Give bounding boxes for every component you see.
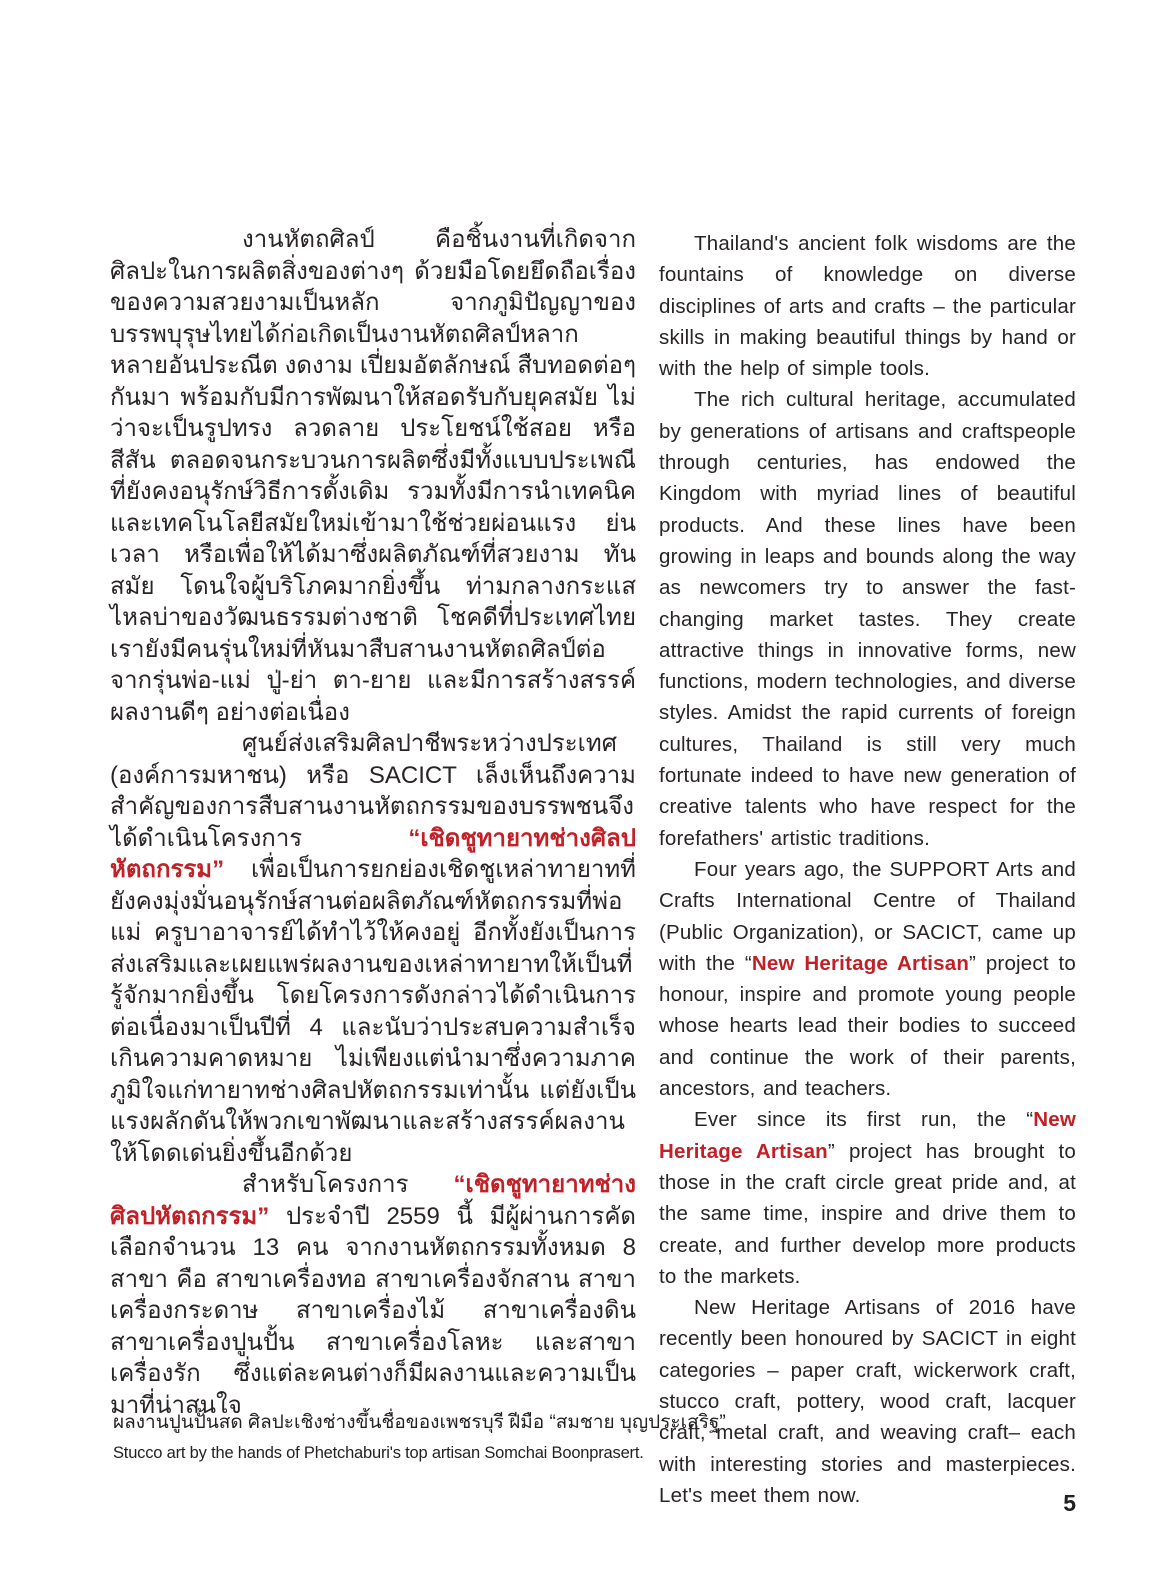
text-run: Four years ago, the SUPPORT Arts and Crafts International Centre of Thailand (Public Organization), or SACICT, came up with the “ bbox=[659, 857, 1076, 975]
text-run: เพื่อเป็นการยกย่องเชิดชูเหล่าทายาทที่ยังคงมุ่งมั่นอนุรักษ์สานต่อผลิตภัณฑ์หัตถกรรมที่พ่อแม่ ครูบาอาจารย์ได้ทำไว้ให้คงอยู่ อีกทั้งยังเป็นการส่งเสริมและเผยแพร่ผลงานของเหล่าทายาทให้เป็นที่รู้จักมากยิ่งขึ้น โดยโครงการดังกล่าวได้ดำเนินการต่อเนื่องมาเป็นปีที่ 4 และนับว่าประสบความสำเร็จเกินความคาดหมาย ไม่เพียงแต่นำมาซึ่งความภาคภูมิใจแก่ทายาทช่างศิลปหัตถกรรมเท่านั้น แต่ยังเป็นแรงผลักดันให้พวกเขาพัฒนาและสร้างสรรค์ผลงานให้โดดเด่นยิ่งขึ้นอีกด้วย bbox=[110, 856, 636, 1167]
text-run: ” project has brought to those in the craft circle great pride and, at the same time, inspire and drive them to create, and further develop more products to the markets. bbox=[659, 1139, 1076, 1288]
text-run: The rich cultural heritage, accumulated by generations of artisans and craftspeople through centuries, has endowed the Kingdom with myriad lines of beautiful products. And these lines have been growing in leaps and bounds along the way as newcomers try to answer the fast-changing market tastes. They create attractive things in innovative forms, new functions, modern technologies, and diverse styles. Amidst the rapid currents of foreign cultures, Thailand is still very much fortunate indeed to have new generation of creative talents who have respect for the forefathers' artistic traditions. bbox=[659, 388, 1076, 850]
photo-caption bbox=[113, 1408, 733, 1468]
paragraph bbox=[659, 228, 1076, 384]
highlighted-phrase: New Heritage Artisan bbox=[659, 1108, 1076, 1163]
paragraph bbox=[110, 1169, 636, 1421]
paragraph bbox=[110, 224, 636, 728]
highlighted-phrase: “เชิดชูทายาทช่างศิลปหัตถกรรม” bbox=[110, 1171, 636, 1230]
text-run: ” project to honour, inspire and promote young people whose hearts lead their bodies to succeed and continue the work of their parents, ancestors, and teachers. bbox=[659, 951, 1076, 1101]
highlighted-phrase: New Heritage Artisan bbox=[751, 951, 970, 975]
paragraph bbox=[659, 1104, 1076, 1292]
text-run: งานหัตถศิลป์ คือชิ้นงานที่เกิดจากศิลปะในการผลิตสิ่งของต่างๆ ด้วยมือโดยยึดถือเรื่องของความสวยงามเป็นหลัก จากภูมิปัญญาของบรรพบุรุษไทยได้ก่อเกิดเป็นงานหัตถศิลป์หลากหลายอันประณีต งดงาม เปี่ยมอัตลักษณ์ สืบทอดต่อๆ กันมา พร้อมกับมีการพัฒนาให้สอดรับกับยุคสมัย ไม่ว่าจะเป็นรูปทรง ลวดลาย ประโยชน์ใช้สอย หรือสีสัน ตลอดจนกระบวนการผลิตซึ่งมีทั้งแบบประเพณีที่ยังคงอนุรักษ์วิธีการดั้งเดิม รวมทั้งมีการนำเทคนิคและเทคโนโลยีสมัยใหม่เข้ามาใช้ช่วยผ่อนแรง ย่นเวลา หรือเพื่อให้ได้มาซึ่งผลิตภัณฑ์ที่สวยงาม ทันสมัย โดนใจผู้บริโภคมากยิ่งขึ้น ท่ามกลางกระแสไหลบ่าของวัฒนธรรมต่างชาติ โชคดีที่ประเทศไทยเรายังมีคนรุ่นใหม่ที่หันมาสืบสานงานหัตถศิลป์ต่อจากรุ่นพ่อ-แม่ ปู่-ย่า ตา-ยาย และมีการสร้างสรรค์ผลงานดีๆ อย่างต่อเนื่อง bbox=[110, 226, 636, 726]
caption-english: Stucco art by the hands of Phetchaburi's top artisan Somchai Boonprasert. bbox=[113, 1444, 644, 1462]
text-run: ประจำปี 2559 นี้ มีผู้ผ่านการคัดเลือกจำนวน 13 คน จากงานหัตถกรรมทั้งหมด 8 สาขา คือ สาขาเครื่องทอ สาขาเครื่องจักสาน สาขาเครื่องกระดาษ สาขาเครื่องไม้ สาขาเครื่องดิน สาขาเครื่องปูนปั้น สาขาเครื่องโลหะ และสาขาเครื่องรัก ซึ่งแต่ละคนต่างก็มีผลงานและความเป็นมาที่น่าสนใจ bbox=[110, 1202, 636, 1419]
caption-thai: ผลงานปูนปั้นสด ศิลปะเชิงช่างขึ้นชื่อของเพชรบุรี ฝีมือ “สมชาย บุญประเสริฐ” bbox=[113, 1412, 726, 1433]
text-run: New Heritage Artisans of 2016 have recently been honoured by SACICT in eight categories – paper craft, wickerwork craft, stucco craft, pottery, wood craft, lacquer craft, metal craft, and weaving craft– each with interesting stories and masterpieces. Let's meet them now. bbox=[659, 1296, 1076, 1507]
paragraph bbox=[659, 1292, 1076, 1511]
text-run: ศูนย์ส่งเสริมศิลปาชีพระหว่างประเทศ (องค์การมหาชน) หรือ SACICT เล็งเห็นถึงความสำคัญของการสืบสานงานหัตถกรรมของบรรพชนจึงได้ดำเนินโครงการ bbox=[110, 730, 636, 852]
paragraph bbox=[659, 384, 1076, 853]
english-text-column bbox=[659, 228, 1076, 1511]
paragraph bbox=[659, 854, 1076, 1104]
text-run: Ever since its first run, the “ bbox=[694, 1108, 1034, 1132]
text-run: Thailand's ancient folk wisdoms are the fountains of knowledge on diverse disciplines of arts and crafts – the particular skills in making beautiful things by hand or with the help of simple tools. bbox=[659, 232, 1076, 381]
text-run: สำหรับโครงการ bbox=[242, 1171, 454, 1198]
thai-text-column bbox=[110, 224, 636, 1421]
paragraph bbox=[110, 728, 636, 1169]
page-number: 5 bbox=[1063, 1490, 1076, 1516]
highlighted-phrase: “เชิดชูทายาทช่างศิลปหัตถกรรม” bbox=[110, 824, 636, 883]
